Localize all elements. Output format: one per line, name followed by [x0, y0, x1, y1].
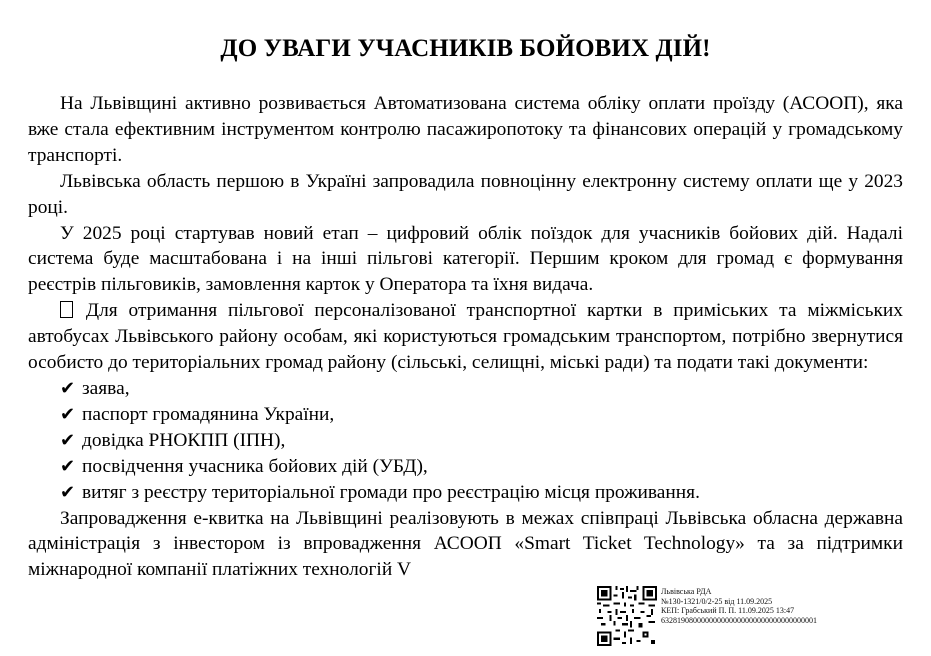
document-page [28, 0, 903, 656]
document-body [28, 91, 903, 583]
qr-code-icon [597, 586, 657, 646]
stamp-text [661, 587, 817, 625]
paragraph-new-stage: У 2025 році стартував новий етап – цифровий облік поїздок для учасників бойових дій. Надалі система буде масштабована і на інші пільгові категорії. Першим кроком для громад є формування реєстрів пільговиків, замовлення карток у Оператора та їхня видача. [28, 222, 903, 296]
checklist-item [28, 402, 903, 428]
checklist-item-label: витяг з реєстру територіальної громади про реєстрацію місця проживання. [82, 481, 700, 503]
checklist-item-label: довідка РНОКПП (ІПН), [82, 429, 286, 451]
documents-checklist [28, 376, 903, 506]
check-icon: ✔ [60, 455, 76, 477]
checklist-item-label: посвідчення учасника бойових дій (УБД), [82, 455, 428, 477]
stamp-certificate-serial: 632819080000000000000000000000000000001 [661, 615, 817, 625]
checklist-item-label: паспорт громадянина України, [82, 403, 335, 425]
check-icon: ✔ [60, 429, 76, 451]
paragraph-implementation: Запровадження е-квитка на Львівщині реалізовують в межах співпраці Львівська обласна державна адміністрація з інвестором із впровадження АСООП «Smart Ticket Technology» та за підтримки міжнародної компанії платіжних технологій V [28, 507, 903, 581]
electronic-signature-stamp [597, 586, 842, 650]
checklist-item [28, 454, 903, 480]
stamp-organization: Львівська РДА [661, 587, 712, 596]
stamp-registration-number: №130-1321/0/2-25 від 11.09.2025 [661, 596, 773, 606]
check-icon: ✔ [60, 481, 76, 503]
checklist-item-label: заява, [82, 377, 130, 399]
stamp-signature: КЕП: Грабський П. П. 11.09.2025 13:47 [661, 606, 795, 615]
checklist-item [28, 480, 903, 506]
paragraph-how-to-get-card-text: Для отримання пільгової персоналізованої транспортної картки в приміських та міжміських автобусах Львівського району особам, які користуються громадським транспортом, потрібно звернутися особисто до територіальних громад району (сільські, селищні, міські ради) та подати такі документи: [28, 300, 903, 374]
check-icon: ✔ [60, 403, 76, 425]
document-title: ДО УВАГИ УЧАСНИКІВ БОЙОВИХ ДІЙ! [220, 35, 711, 62]
checklist-item [28, 376, 903, 402]
checklist-item [28, 428, 903, 454]
check-icon: ✔ [60, 377, 76, 399]
paragraph-intro: На Львівщині активно розвивається Автоматизована система обліку оплати проїзду (АСООП), яка вже стала ефективним інструментом контролю пасажиропотоку та фінансових операцій у громадському транспорті. [28, 93, 903, 166]
paragraph-how-to-get-card [28, 298, 903, 376]
paragraph-first-region: Львівська область першою в Україні запровадила повноцінну електронну систему оплати ще у 2023 році. [28, 170, 903, 218]
square-bullet-icon [60, 301, 73, 318]
